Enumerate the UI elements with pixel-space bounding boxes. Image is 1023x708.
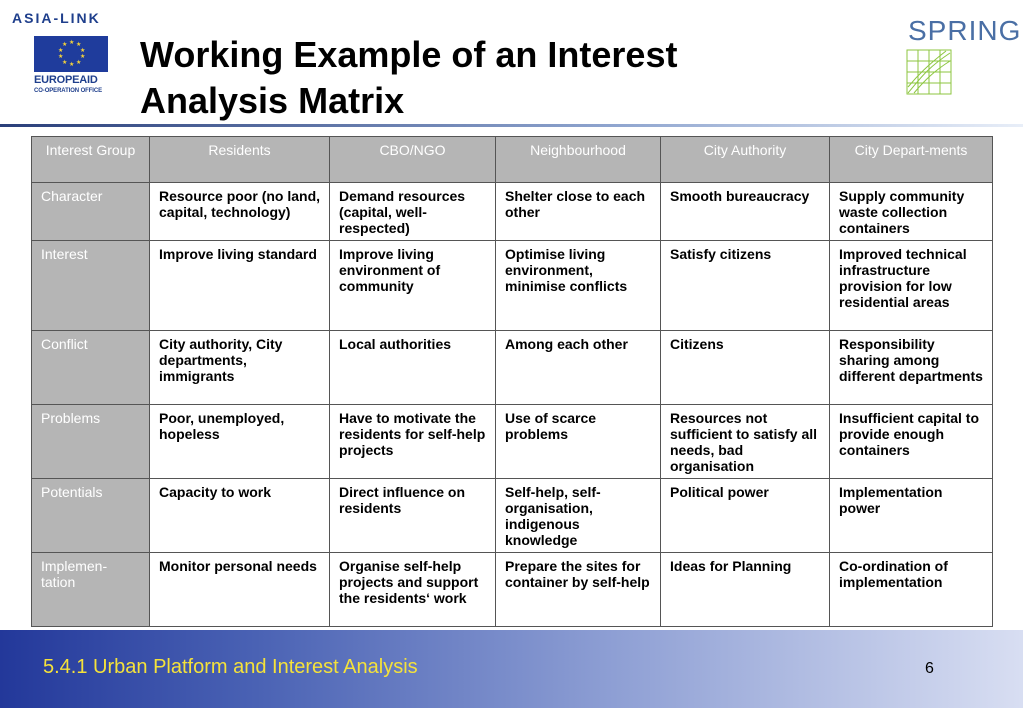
- asia-link-logo-text: ASIA-LINK: [12, 10, 101, 26]
- svg-text:★: ★: [76, 59, 82, 66]
- header-cell-city-authority: City Authority: [661, 137, 830, 183]
- table-row: [32, 331, 993, 405]
- table-cell: Organise self-help projects and support the residents‘ work: [330, 553, 496, 627]
- table-header-row: [32, 137, 993, 183]
- table-cell: Improved technical infrastructure provision for low residential areas: [830, 241, 993, 331]
- svg-text:★: ★: [58, 47, 64, 54]
- table-cell: Implementation power: [830, 479, 993, 553]
- header-cell-city-departments: City Depart-ments: [830, 137, 993, 183]
- row-label-implementation: Implemen-tation: [32, 553, 150, 627]
- title-line-1: Working Example of an Interest: [140, 34, 678, 75]
- table-cell: Citizens: [661, 331, 830, 405]
- table-cell: Self-help, self-organisation, indigenous knowledge: [496, 479, 661, 553]
- table-cell: Resource poor (no land, capital, technology): [150, 183, 330, 241]
- footer-bar: [0, 630, 1023, 708]
- table-cell: Poor, unemployed, hopeless: [150, 405, 330, 479]
- table-cell: Co-ordination of implementation: [830, 553, 993, 627]
- header-cell-neighbourhood: Neighbourhood: [496, 137, 661, 183]
- svg-text:★: ★: [76, 41, 82, 48]
- svg-text:★: ★: [58, 53, 64, 60]
- table-cell: Use of scarce problems: [496, 405, 661, 479]
- table-cell: Improve living environment of community: [330, 241, 496, 331]
- row-label-interest: Interest: [32, 241, 150, 331]
- row-label-problems: Problems: [32, 405, 150, 479]
- table-cell: Improve living standard: [150, 241, 330, 331]
- row-label-potentials: Potentials: [32, 479, 150, 553]
- table-cell: Shelter close to each other: [496, 183, 661, 241]
- svg-text:★: ★: [62, 59, 68, 66]
- table-row: [32, 241, 993, 331]
- eu-flag-icon: [34, 36, 108, 72]
- page-title: [140, 32, 840, 124]
- europeaid-logo-text: EUROPEAID: [34, 74, 98, 86]
- asia-link-europeaid-logo: [6, 6, 128, 96]
- spring-logo-text: SPRING: [908, 15, 1022, 46]
- interest-analysis-matrix: [31, 136, 993, 627]
- table-cell: Among each other: [496, 331, 661, 405]
- table-cell: Have to motivate the residents for self-help projects: [330, 405, 496, 479]
- table-row: [32, 405, 993, 479]
- svg-text:★: ★: [69, 61, 75, 68]
- table-cell: Direct influence on residents: [330, 479, 496, 553]
- table-cell: Supply community waste collection containers: [830, 183, 993, 241]
- table-cell: Local authorities: [330, 331, 496, 405]
- header-cell-cbo-ngo: CBO/NGO: [330, 137, 496, 183]
- table-cell: Insufficient capital to provide enough containers: [830, 405, 993, 479]
- table-cell: Satisfy citizens: [661, 241, 830, 331]
- table-cell: Capacity to work: [150, 479, 330, 553]
- table-cell: Smooth bureaucracy: [661, 183, 830, 241]
- table-cell: Responsibility sharing among different departments: [830, 331, 993, 405]
- header-cell-residents: Residents: [150, 137, 330, 183]
- table-cell: Optimise living environment, minimise conflicts: [496, 241, 661, 331]
- table-cell: City authority, City departments, immigrants: [150, 331, 330, 405]
- table-cell: Resources not sufficient to satisfy all needs, bad organisation: [661, 405, 830, 479]
- table-cell: Demand resources (capital, well-respected): [330, 183, 496, 241]
- row-label-character: Character: [32, 183, 150, 241]
- row-label-conflict: Conflict: [32, 331, 150, 405]
- svg-text:★: ★: [69, 39, 75, 46]
- footer-title: 5.4.1 Urban Platform and Interest Analysis: [43, 656, 418, 678]
- table-row: [32, 553, 993, 627]
- cooperation-office-text: CO-OPERATION OFFICE: [34, 88, 102, 94]
- table-cell: Monitor personal needs: [150, 553, 330, 627]
- title-line-2: Analysis Matrix: [140, 80, 405, 121]
- table-cell: Political power: [661, 479, 830, 553]
- header-divider: [0, 124, 1023, 127]
- table-cell: Ideas for Planning: [661, 553, 830, 627]
- svg-text:★: ★: [62, 41, 68, 48]
- table-row: [32, 183, 993, 241]
- table-row: [32, 479, 993, 553]
- page-number: 6: [925, 660, 934, 677]
- table-cell: Prepare the sites for container by self-help: [496, 553, 661, 627]
- svg-text:★: ★: [80, 53, 86, 60]
- spring-logo-icon: [906, 49, 952, 100]
- header-cell-interest-group: Interest Group: [32, 137, 150, 183]
- svg-text:★: ★: [80, 47, 86, 54]
